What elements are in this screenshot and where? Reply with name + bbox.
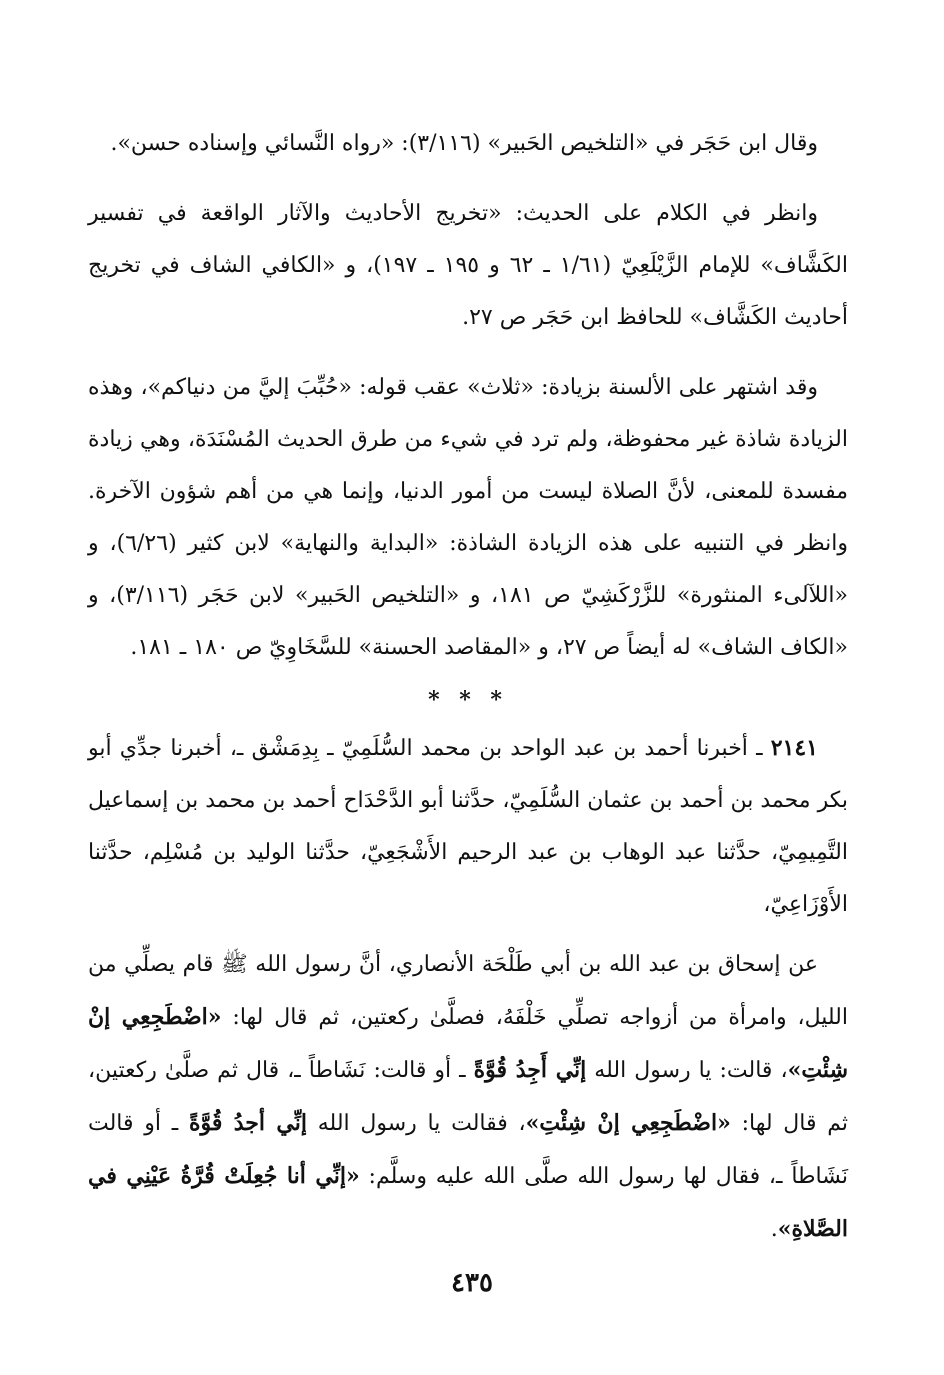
matn-end: . (770, 1217, 778, 1242)
paragraph-takhrij-kashshaf: وانظر في الكلام على الحديث: «تخريج الأحاديث والآثار الواقعة في تفسير الكَشَّاف» للإمام الزَّيْلَعِيّ (١/٦١ ـ ٦٢ و ١٩٥ ـ ١٩٧)، و «الكافي الشاف في تخريج أحاديث الكَشَّاف» للحافظ ابن حَجَر ص ٢٧. (88, 201, 848, 330)
section-separator: * * * (428, 687, 508, 713)
prophet-quote-3: «اضْطَجِعِي إنْ شِئْتِ» (525, 1110, 731, 1136)
hadith-isnad (88, 722, 848, 931)
prophet-quote-4: إنِّي أجدُ قُوَّةً (188, 1110, 307, 1136)
page-number: ٤٣٥ (451, 1268, 493, 1298)
prophet-quote-5: «إنِّي أنا جُعِلَتْ قُرَّةُ عَيْنِي في الصَّلاةِ» (88, 1163, 848, 1242)
matn-part-4: ، فقالت يا رسول الله (307, 1111, 526, 1136)
prophet-quote-2: إنِّي أَجِدُ قُوَّةً (473, 1057, 587, 1083)
page-body (88, 118, 848, 1256)
hadith-matn (88, 939, 848, 1256)
hadith-isnad-text: ـ أخبرنا أحمد بن عبد الواحد بن محمد السُّلَمِيّ ـ بِدِمَشْق ـ، أخبرنا جدِّي أبو بكر محمد بن أحمد بن عثمان السُّلَمِيّ، حدَّثنا أبو الدَّحْدَاح أحمد بن محمد بن إسماعيل التَّمِيمِيّ، حدَّثنا عبد الوهاب بن عبد الرحيم الأَشْجَعِيّ، حدَّثنا الوليد بن مُسْلِم، حدَّثنا الأَوْزَاعِيّ، (88, 736, 848, 917)
paragraph-ibn-hajar-note: وقال ابن حَجَر في «التلخيص الحَبير» (٣/١١٦): «رواه النَّسائي وإسناده حسن». (110, 131, 818, 156)
hadith-number: ٢١٤١ (770, 735, 818, 761)
matn-part-2: ، قالت: يا رسول الله (586, 1058, 788, 1083)
matn-part-3: ـ أو قالت: نَشَاطاً ـ، قال ثم صلَّىٰ ركعتين، ثم قال لها: (88, 1058, 848, 1136)
paragraph-thalath-addition: وقد اشتهر على الألسنة بزيادة: «ثلاث» عقب قوله: «حُبِّبَ إليَّ من دنياكم»، وهذه الزيادة شاذة غير محفوظة، ولم ترد في شيء من طرق الحديث المُسْنَدَة، وهي زيادة مفسدة للمعنى، لأنَّ الصلاة ليست من أمور الدنيا، وإنما هي من أهم شؤون الآخرة. وانظر في التنبيه على هذه الزيادة الشاذة: «البداية والنهاية» لابن كثير (٦/٢٦)، و «اللآلىء المنثورة» للزَّرْكَشِيّ ص ١٨١، و «التلخيص الحَبير» لابن حَجَر (٣/١١٦)، و «الكاف الشاف» له أيضاً ص ٢٧، و «المقاصد الحسنة» للسَّخَاوِيّ ص ١٨٠ ـ ١٨١. (88, 375, 848, 660)
prophet-quote-1: «اضْطَجِعِي إنْ شِئْتِ» (88, 1004, 849, 1083)
matn-part-1: عن إسحاق بن عبد الله بن أبي طَلْحَة الأنصاري، أنَّ رسول الله ﷺ قام يصلِّي من الليل، وامرأة من أزواجه تصلِّي خَلْفَهُ، فصلَّىٰ ركعتين، ثم قال لها: (88, 952, 848, 1030)
matn-part-5: ـ أو قالت نَشَاطاً ـ، فقال لها رسول الله صلَّى الله عليه وسلَّم: (88, 1111, 848, 1189)
